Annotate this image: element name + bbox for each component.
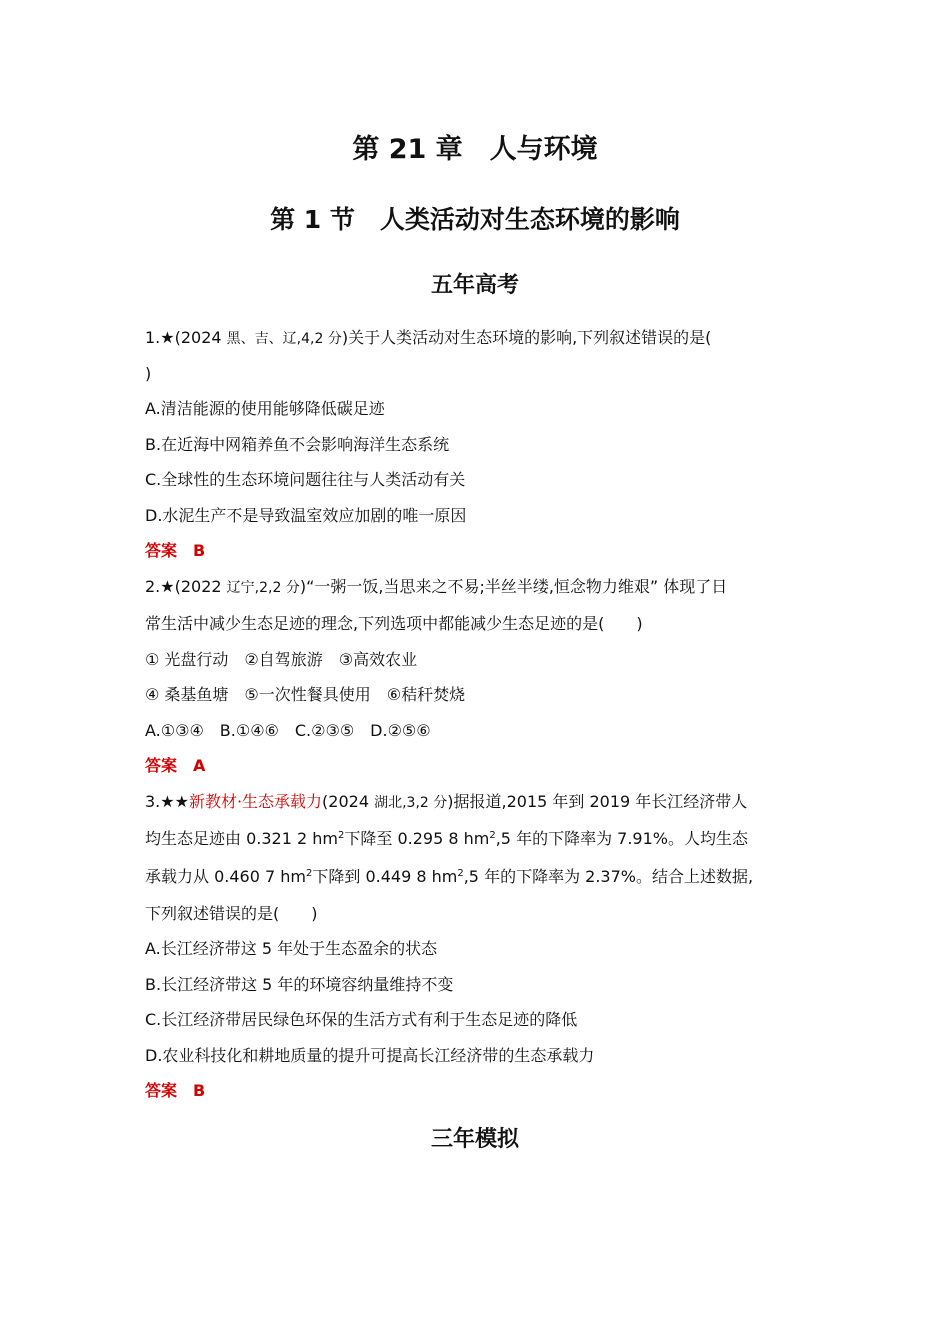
q1-answer: 答案 B <box>145 541 206 560</box>
q2-options: A.①③④ B.①④⑥ C.②③⑤ D.②⑤⑥ <box>145 721 431 740</box>
q3-stem-b2: 下降至 0.295 8 hm <box>344 829 490 848</box>
q3-stem-c3: ,5 年的下降率为 2.37%。结合上述数据, <box>463 867 754 886</box>
q1-source: 黑、吉、辽,4,2 分 <box>226 331 342 347</box>
q3-stem-b3: ,5 年的下降率为 7.91%。人均生态 <box>495 829 748 848</box>
q3-answer: 答案 B <box>145 1081 206 1100</box>
q3-stem-line-4: 下列叙述错误的是( ) <box>145 904 318 923</box>
q1-option-d: D.水泥生产不是导致温室效应加剧的唯一原因 <box>145 506 467 525</box>
q3-stem-c2: 下降到 0.449 8 hm <box>312 867 458 886</box>
q3-option-d: D.农业科技化和耕地质量的提升可提高长江经济带的生态承载力 <box>145 1046 595 1065</box>
q3-stem-b1: 均生态足迹由 0.321 2 hm <box>145 829 338 848</box>
q3-option-c: C.长江经济带居民绿色环保的生活方式有利于生态足迹的降低 <box>145 1010 578 1029</box>
q2-stem-a: )“一粥一饭,当思来之不易;半丝半缕,恒念物力维艰” 体现了日 <box>299 577 728 596</box>
q3-stem-a: )据报道,2015 年到 2019 年长江经济带人 <box>447 792 748 811</box>
part-title-three-year: 三年模拟 <box>430 1127 519 1152</box>
q3-stem-line-2 <box>145 827 748 851</box>
q2-items-line-2: ④ 桑基鱼塘 ⑤一次性餐具使用 ⑥秸秆焚烧 <box>145 685 466 704</box>
q2-answer: 答案 A <box>145 756 206 775</box>
q1-stem-line-2: ) <box>145 364 152 383</box>
q2-stem-line-2: 常生活中减少生态足迹的理念,下列选项中都能减少生态足迹的是( ) <box>145 614 643 633</box>
q3-option-a: A.长江经济带这 5 年处于生态盈余的状态 <box>145 939 438 958</box>
q1-stem-a: )关于人类活动对生态环境的影响,下列叙述错误的是( <box>341 328 712 347</box>
q3-sup-4: 2 <box>457 868 464 879</box>
q1-option-c: C.全球性的生态环境问题往往与人类活动有关 <box>145 470 466 489</box>
q3-option-b: B.长江经济带这 5 年的环境容纳量维持不变 <box>145 975 454 994</box>
q3-open: (2024 <box>322 792 375 811</box>
q3-sup-1: 2 <box>337 830 345 841</box>
q3-prefix: 3.★★ <box>145 792 189 811</box>
q3-stem-c1: 承载力从 0.460 7 hm <box>145 867 306 886</box>
q2-items-line-1: ① 光盘行动 ②自驾旅游 ③高效农业 <box>145 650 418 669</box>
q3-source: 湖北,3,2 分 <box>374 795 448 811</box>
q3-stem-line-1 <box>145 790 747 815</box>
q2-stem-line-1 <box>145 575 727 600</box>
q1-stem-line-1 <box>145 326 711 351</box>
q1-option-b: B.在近海中网箱养鱼不会影响海洋生态系统 <box>145 435 450 454</box>
section-title: 第 1 节 人类活动对生态环境的影响 <box>270 205 680 234</box>
q3-sup-3: 2 <box>305 868 313 879</box>
q1-option-a: A.清洁能源的使用能够降低碳足迹 <box>145 399 385 418</box>
q1-prefix: 1.★(2024 <box>145 328 227 347</box>
q3-sup-2: 2 <box>489 830 496 841</box>
q3-stem-line-3 <box>145 865 753 889</box>
chapter-title: 第 21 章 人与环境 <box>352 134 598 165</box>
q2-source: 辽宁,2,2 分 <box>226 580 300 596</box>
part-title-five-year: 五年高考 <box>430 273 519 298</box>
q2-prefix: 2.★(2022 <box>145 577 227 596</box>
q3-tag: 新教材·生态承载力 <box>188 792 323 811</box>
